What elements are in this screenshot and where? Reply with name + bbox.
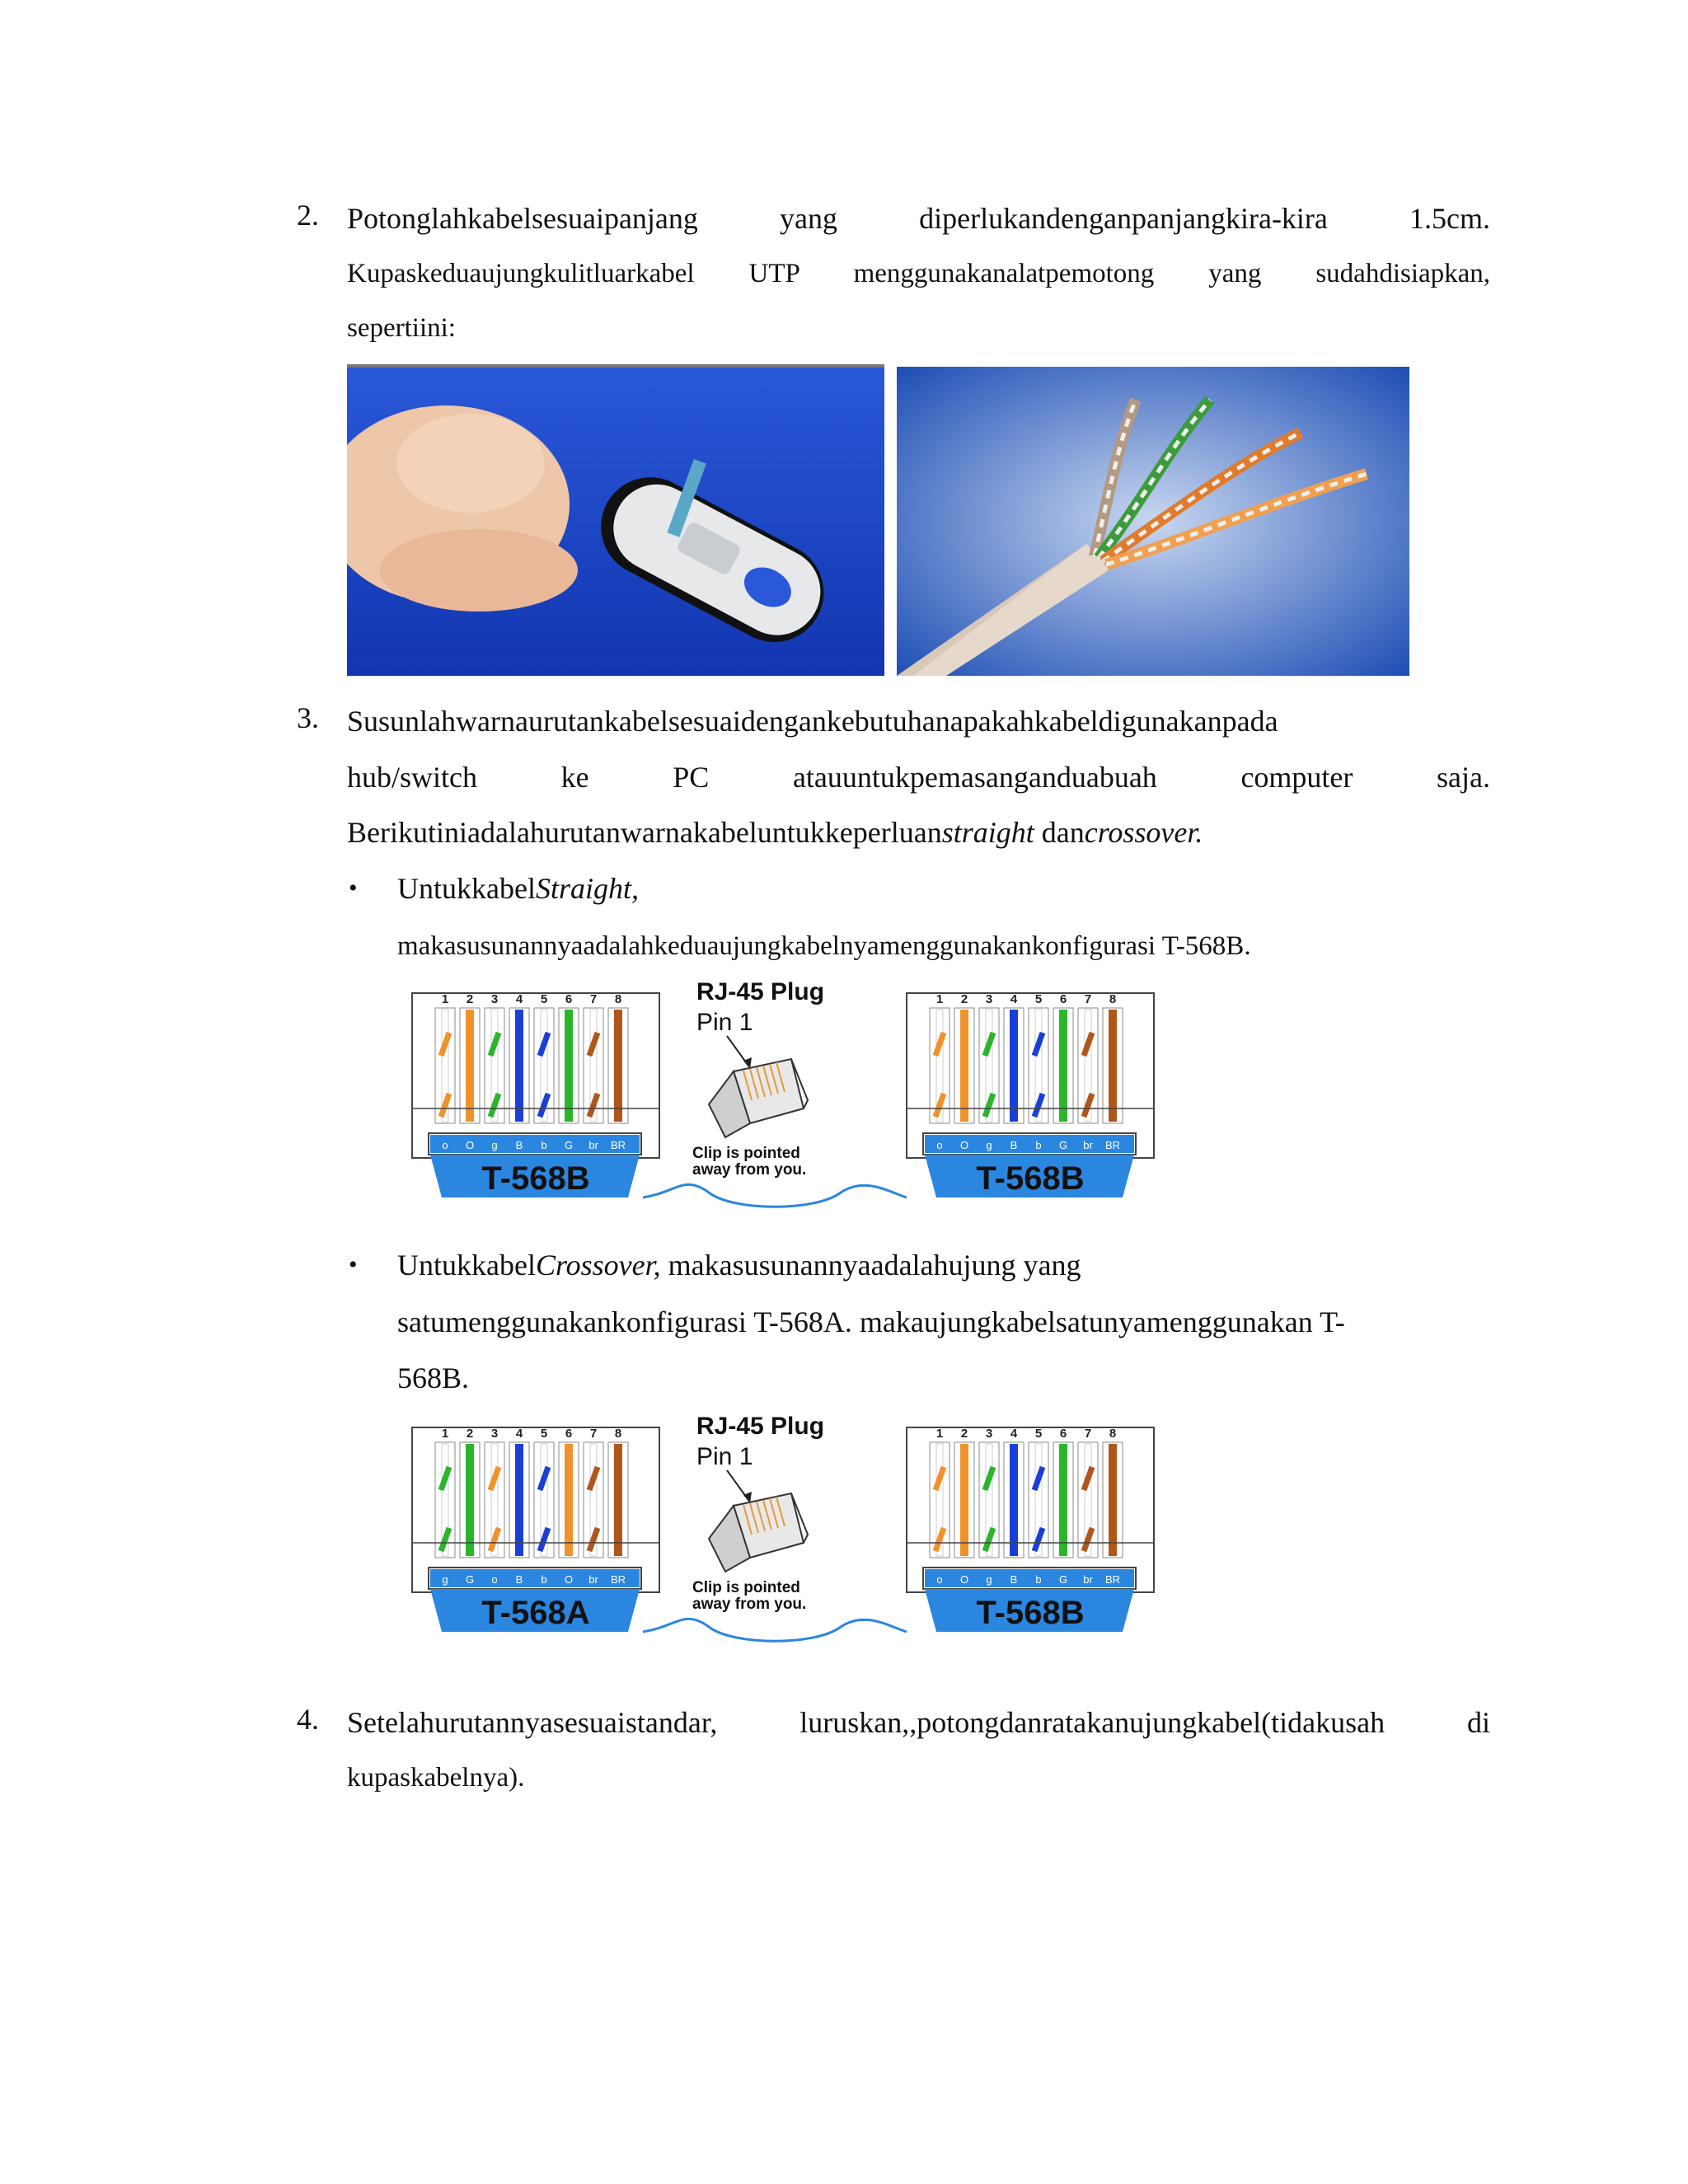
pin-number: 1 bbox=[935, 1427, 944, 1441]
text-run: menggunakanalatpemotong bbox=[853, 259, 1155, 288]
text-run: yang bbox=[780, 202, 837, 235]
wire-solid bbox=[1109, 1444, 1117, 1556]
wire-solid bbox=[1059, 1444, 1067, 1556]
pin-number: 8 bbox=[614, 1427, 622, 1441]
step-3-number: 3. bbox=[297, 701, 319, 734]
pin-number: 8 bbox=[1109, 1427, 1117, 1441]
wire-code-label: br bbox=[1083, 1573, 1093, 1586]
pin-number: 2 bbox=[960, 992, 968, 1006]
standard-label: T-568B bbox=[976, 1160, 1085, 1197]
wire-code-label: b bbox=[541, 1139, 547, 1151]
code-strip-fill bbox=[430, 1135, 640, 1153]
wire-code-label: g bbox=[986, 1139, 992, 1151]
wire-code-label: o bbox=[936, 1573, 943, 1586]
wire-code-label: g bbox=[986, 1573, 992, 1586]
rj45-connector-t-568a bbox=[412, 1427, 659, 1632]
pin-number: 1 bbox=[441, 992, 449, 1006]
wire-code-label: G bbox=[1058, 1573, 1068, 1586]
code-strip-fill bbox=[925, 1569, 1134, 1587]
text-run: 1.5cm. bbox=[1409, 202, 1490, 235]
wire-solid bbox=[1109, 1010, 1117, 1122]
wire-code-label: o bbox=[936, 1139, 943, 1151]
clip-note-line: away from you. bbox=[692, 1596, 807, 1613]
pin-number: 2 bbox=[960, 1427, 968, 1441]
wire-code-label: B bbox=[515, 1139, 523, 1151]
pin-number: 1 bbox=[935, 992, 944, 1006]
crossover-cable-diagram bbox=[404, 1411, 1162, 1675]
code-strip-fill bbox=[430, 1569, 640, 1587]
wire-code-label: BR bbox=[610, 1139, 626, 1151]
stripper-tool-photo bbox=[347, 364, 884, 676]
pin-number: 5 bbox=[1034, 1427, 1043, 1441]
rj45-connector-t-568b bbox=[907, 992, 1154, 1197]
text-run: atauuntukpemasanganduabuah bbox=[792, 761, 1157, 794]
wire-code-label: b bbox=[1035, 1139, 1042, 1151]
wire-code-label: br bbox=[588, 1139, 598, 1151]
bullet-crossover-line-1 bbox=[397, 1236, 1081, 1294]
wire-solid bbox=[960, 1444, 968, 1556]
wire-solid bbox=[466, 1010, 474, 1122]
wire-code-label: g bbox=[442, 1573, 448, 1586]
pin-number: 5 bbox=[1034, 992, 1043, 1006]
pin-1-label: Pin 1 bbox=[696, 1009, 753, 1036]
wire-code-label: O bbox=[465, 1139, 475, 1151]
pin-number: 6 bbox=[565, 1427, 573, 1441]
wire-code-label: BR bbox=[1104, 1139, 1121, 1151]
standard-label: T-568B bbox=[976, 1595, 1085, 1631]
pin-number: 3 bbox=[985, 1427, 993, 1441]
plug-title: RJ-45 Plug bbox=[696, 978, 825, 1005]
pin-number: 4 bbox=[1010, 992, 1018, 1006]
wire-code-label: G bbox=[1058, 1139, 1068, 1151]
step-2-line-1 bbox=[347, 190, 1490, 247]
wire-solid bbox=[1010, 1010, 1018, 1122]
pin-number: 5 bbox=[540, 1427, 548, 1441]
wire-code-label: br bbox=[1083, 1139, 1093, 1151]
bullet-straight-line-2: makasusunannyaadalahkeduaujungkabelnyamenggunakankonfigurasi T-568B. bbox=[397, 931, 1251, 961]
text-run: hub/switch bbox=[347, 761, 477, 794]
text-run-italic: Crossover, bbox=[535, 1249, 661, 1282]
text-run: makasusunannyaadalahujung yang bbox=[660, 1249, 1081, 1282]
pin-number: 4 bbox=[515, 1427, 523, 1441]
step-4-number: 4. bbox=[297, 1703, 319, 1736]
patch-cable-line bbox=[643, 1184, 907, 1207]
pin-number: 7 bbox=[589, 992, 598, 1006]
pin-number: 7 bbox=[589, 1427, 598, 1441]
wire-solid bbox=[515, 1010, 523, 1122]
wire-code-label: G bbox=[564, 1139, 574, 1151]
bullet-straight-line-1 bbox=[397, 860, 639, 917]
pin-number: 4 bbox=[515, 992, 523, 1006]
pin-number: 3 bbox=[490, 1427, 499, 1441]
text-run: saja. bbox=[1437, 761, 1490, 794]
clip-note-line: away from you. bbox=[692, 1161, 807, 1179]
wire-solid bbox=[515, 1444, 523, 1556]
wire-code-label: o bbox=[491, 1573, 498, 1586]
step-3-line-1: Susunlahwarnaurutankabelsesuaidengankebutuhanapakahkabeldigunakanpada bbox=[347, 705, 1278, 738]
pin-number: 1 bbox=[441, 1427, 449, 1441]
text-run: Berikutiniadalahurutanwarnakabeluntukkeperluan bbox=[347, 816, 942, 849]
step-4-line-2: kupaskabelnya). bbox=[347, 1763, 525, 1793]
pin-number: 8 bbox=[1109, 992, 1117, 1006]
pin-number: 2 bbox=[466, 992, 474, 1006]
pin-number: 2 bbox=[466, 1427, 474, 1441]
wire-solid bbox=[614, 1010, 622, 1122]
step-2-line-2 bbox=[347, 245, 1490, 302]
straight-cable-diagram bbox=[404, 977, 1162, 1216]
text-run: dan bbox=[1034, 816, 1085, 849]
wire-code-label: o bbox=[442, 1139, 448, 1151]
bullet-icon: • bbox=[349, 1251, 358, 1278]
text-run: luruskan,,potongdanratakanujungkabel(tidakusah bbox=[799, 1706, 1386, 1739]
text-run: computer bbox=[1240, 761, 1353, 794]
text-run: ke bbox=[560, 761, 589, 794]
text-run-italic: straight bbox=[941, 816, 1034, 849]
pin-number: 7 bbox=[1084, 992, 1092, 1006]
rj45-plug-illustration bbox=[692, 1413, 824, 1613]
step-2-line-3: sepertiini: bbox=[347, 313, 456, 343]
wire-code-label: B bbox=[1010, 1139, 1018, 1151]
bullet-icon: • bbox=[349, 874, 358, 902]
wire-code-label: BR bbox=[610, 1573, 626, 1586]
wire-code-label: O bbox=[959, 1573, 969, 1586]
wire-code-label: O bbox=[959, 1139, 969, 1151]
text-run: PC bbox=[673, 761, 710, 794]
pin-number: 5 bbox=[540, 992, 548, 1006]
text-run-italic: crossover. bbox=[1084, 816, 1203, 849]
step-3-line-3 bbox=[347, 804, 1203, 861]
wire-code-label: b bbox=[1035, 1573, 1042, 1586]
pin-number: 6 bbox=[1059, 992, 1067, 1006]
step-2-number: 2. bbox=[297, 199, 319, 232]
code-strip-fill bbox=[925, 1135, 1134, 1153]
text-run: UTP bbox=[748, 259, 799, 288]
wire-code-label: O bbox=[564, 1573, 574, 1586]
standard-label: T-568B bbox=[481, 1160, 590, 1197]
step-3-line-2 bbox=[347, 748, 1490, 806]
wire-code-label: G bbox=[465, 1573, 475, 1586]
text-run-italic: Straight, bbox=[535, 872, 639, 905]
text-run: sudahdisiapkan, bbox=[1315, 259, 1491, 288]
text-run: Kupaskeduaujungkulitluarkabel bbox=[347, 259, 695, 288]
pin-1-label: Pin 1 bbox=[696, 1443, 753, 1470]
bullet-crossover-line-2: satumenggunakankonfigurasi T-568A. makaujungkabelsatunyamenggunakan T- bbox=[397, 1305, 1345, 1338]
wire-solid bbox=[960, 1010, 968, 1122]
wire-code-label: B bbox=[515, 1573, 523, 1586]
stripped-utp-cable-photo bbox=[897, 367, 1409, 676]
standard-label: T-568A bbox=[481, 1595, 590, 1631]
wire-solid bbox=[565, 1444, 573, 1556]
wire-code-label: BR bbox=[1104, 1573, 1121, 1586]
wire-solid bbox=[614, 1444, 622, 1556]
wire-solid bbox=[1059, 1010, 1067, 1122]
text-run: diperlukandenganpanjangkira-kira bbox=[919, 202, 1328, 235]
wire-solid bbox=[1010, 1444, 1018, 1556]
clip-note-line: Clip is pointed bbox=[692, 1145, 800, 1162]
text-run: yang bbox=[1208, 259, 1262, 288]
plug-title: RJ-45 Plug bbox=[696, 1413, 825, 1440]
rj45-connector-t-568b bbox=[907, 1427, 1154, 1632]
text-run: di bbox=[1467, 1706, 1491, 1739]
text-run: Untukkabel bbox=[397, 872, 536, 905]
text-run: Setelahurutannyasesuaistandar, bbox=[347, 1706, 718, 1739]
wire-code-label: br bbox=[588, 1573, 598, 1586]
pin-number: 6 bbox=[1059, 1427, 1067, 1441]
wire-code-label: B bbox=[1010, 1573, 1018, 1586]
text-run: Potonglahkabelsesuaipanjang bbox=[347, 202, 698, 235]
pin-number: 8 bbox=[614, 992, 622, 1006]
pin-number: 4 bbox=[1010, 1427, 1018, 1441]
pin-number: 6 bbox=[565, 992, 573, 1006]
wire-code-label: b bbox=[541, 1573, 547, 1586]
clip-note-line: Clip is pointed bbox=[692, 1579, 800, 1596]
bullet-crossover-line-3: 568B. bbox=[397, 1361, 470, 1394]
wire-solid bbox=[565, 1010, 573, 1122]
rj45-connector-t-568b bbox=[412, 992, 659, 1197]
pin-number: 3 bbox=[985, 992, 993, 1006]
wire-solid bbox=[466, 1444, 474, 1556]
pin-number: 7 bbox=[1084, 1427, 1092, 1441]
patch-cable-line bbox=[643, 1619, 907, 1641]
step-4-line-1 bbox=[347, 1694, 1490, 1751]
wire-code-label: g bbox=[491, 1139, 498, 1151]
text-run: Untukkabel bbox=[397, 1249, 536, 1282]
pin-number: 3 bbox=[490, 992, 499, 1006]
rj45-plug-illustration bbox=[692, 978, 824, 1179]
